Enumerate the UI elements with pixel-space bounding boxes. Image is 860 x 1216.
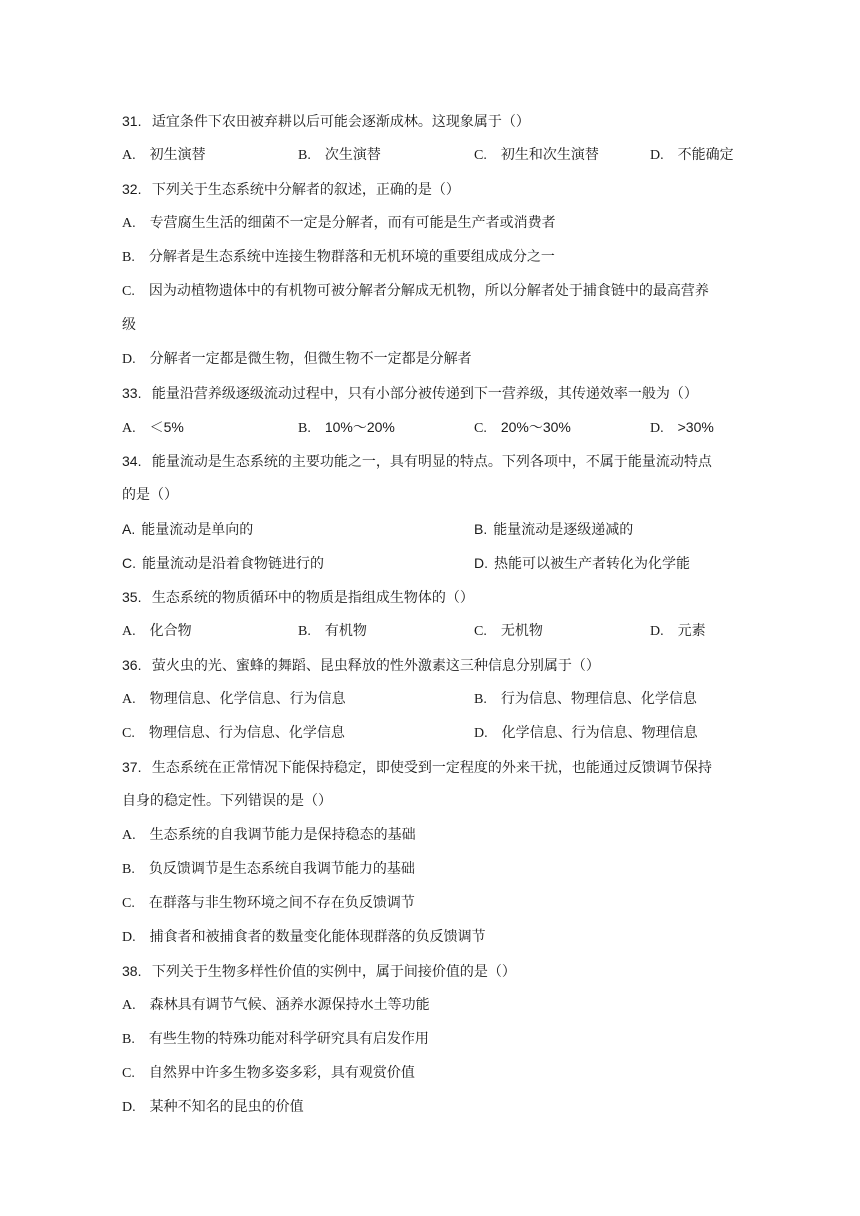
option-text: 物理信息、行为信息、化学信息 — [148, 725, 345, 741]
option-label: C. — [122, 555, 136, 571]
option-text: 有些生物的特殊功能对科学研究具有启发作用 — [148, 1031, 429, 1047]
option-text: 在群落与非生物环境之间不存在负反馈调节 — [148, 895, 415, 911]
question-34-options-row-2 — [122, 553, 762, 573]
question-37-stem — [122, 757, 762, 777]
option-text: 次生演替 — [324, 147, 381, 163]
option-text: 专营腐生生活的细菌不一定是分解者，而有可能是生产者或消费者 — [149, 215, 556, 231]
option-text: 化学信息、行为信息、物理信息 — [501, 725, 698, 741]
option-text: 捕食者和被捕食者的数量变化能体现群落的负反馈调节 — [149, 929, 486, 945]
option-label: A. — [122, 216, 136, 231]
option-c — [474, 145, 599, 166]
option-b — [474, 689, 697, 710]
option-label: A. — [122, 421, 136, 436]
option-text-continuation: 级 — [122, 317, 136, 333]
option-b — [474, 519, 633, 540]
option-b — [298, 417, 395, 439]
question-number: 37. — [122, 759, 142, 775]
option-text: 能量流动是单向的 — [141, 522, 254, 538]
option-label: C. — [474, 421, 487, 436]
option-b — [298, 621, 367, 642]
option-a — [122, 417, 184, 439]
option-label: D. — [650, 148, 664, 163]
question-34-options-row-1 — [122, 519, 762, 539]
option-text: 不能确定 — [677, 147, 734, 163]
option-text: 物理信息、化学信息、行为信息 — [149, 691, 346, 707]
option-text: 能量流动是沿着食物链进行的 — [142, 556, 324, 572]
option-d — [650, 417, 714, 439]
question-38-stem — [122, 961, 762, 981]
option-text: 初生和次生演替 — [500, 147, 599, 163]
option-label: C. — [122, 1066, 135, 1081]
option-label: B. — [298, 624, 311, 639]
option-text: 元素 — [677, 623, 706, 639]
question-number: 33. — [122, 385, 142, 401]
question-36-options-row-1 — [122, 689, 762, 709]
option-label: B. — [298, 421, 311, 436]
question-32-stem — [122, 179, 762, 199]
question-32-option-b — [122, 247, 762, 267]
option-d — [650, 621, 706, 642]
question-38-option-d — [122, 1097, 762, 1117]
question-text: 下列关于生态系统中分解者的叙述，正确的是（） — [151, 182, 460, 198]
question-text: 生态系统在正常情况下能保持稳定，即使受到一定程度的外来干扰，也能通过反馈调节保持 — [151, 760, 712, 776]
option-label: D. — [122, 930, 136, 945]
option-label: C. — [474, 624, 487, 639]
option-label: A. — [122, 624, 136, 639]
option-b — [298, 145, 381, 166]
question-37-option-d — [122, 927, 762, 947]
question-number: 32. — [122, 181, 142, 197]
option-text: 有机物 — [324, 623, 367, 639]
option-c — [122, 723, 345, 744]
option-c — [474, 621, 543, 642]
option-c — [122, 553, 324, 574]
question-32-option-c-continuation — [122, 315, 762, 335]
question-36-stem — [122, 655, 762, 675]
option-label: A. — [122, 521, 136, 537]
option-text: ＜5% — [149, 419, 184, 435]
option-a — [122, 621, 192, 642]
question-text: 下列关于生物多样性价值的实例中，属于间接价值的是（） — [151, 964, 516, 980]
option-label: B. — [122, 1032, 135, 1047]
option-label: D. — [122, 1100, 136, 1115]
option-text: 分解者一定都是微生物，但微生物不一定都是分解者 — [149, 351, 472, 367]
question-38-option-b — [122, 1029, 762, 1049]
option-label: C. — [122, 284, 135, 299]
option-d — [474, 553, 690, 574]
option-label: D. — [474, 726, 488, 741]
question-number: 38. — [122, 963, 142, 979]
option-text: 某种不知名的昆虫的价值 — [149, 1099, 304, 1115]
option-text: 10%～20% — [324, 419, 395, 435]
question-32-option-d — [122, 349, 762, 369]
option-label: B. — [122, 862, 135, 877]
question-text: 萤火虫的光、蜜蜂的舞蹈、昆虫释放的性外激素这三种信息分别属于（） — [151, 658, 600, 674]
question-32-option-a — [122, 213, 762, 233]
option-text: 行为信息、物理信息、化学信息 — [500, 691, 697, 707]
question-number: 35. — [122, 589, 142, 605]
option-label: D. — [122, 352, 136, 367]
question-34-stem-continuation — [122, 485, 762, 505]
option-label: C. — [474, 148, 487, 163]
question-33-options — [122, 417, 762, 437]
question-number: 31. — [122, 113, 142, 129]
question-text: 的是（） — [122, 487, 178, 503]
option-text: 分解者是生态系统中连接生物群落和无机环境的重要组成成分之一 — [148, 249, 555, 265]
option-label: A. — [122, 692, 136, 707]
question-31-options — [122, 145, 762, 165]
question-38-option-a — [122, 995, 762, 1015]
option-text: 初生演替 — [149, 147, 206, 163]
option-label: B. — [474, 692, 487, 707]
question-35-stem — [122, 587, 762, 607]
question-text: 适宜条件下农田被弃耕以后可能会逐渐成林。这现象属于（） — [151, 114, 530, 130]
option-a — [122, 519, 253, 540]
option-label: C. — [122, 726, 135, 741]
option-label: A. — [122, 148, 136, 163]
question-36-options-row-2 — [122, 723, 762, 743]
question-number: 36. — [122, 657, 142, 673]
option-label: B. — [122, 250, 135, 265]
option-label: B. — [474, 521, 488, 537]
option-label: B. — [298, 148, 311, 163]
option-d — [474, 723, 698, 744]
option-text: 负反馈调节是生态系统自我调节能力的基础 — [148, 861, 415, 877]
option-text: 20%～30% — [500, 419, 571, 435]
question-text: 能量沿营养级逐级流动过程中，只有小部分被传递到下一营养级，其传递效率一般为（） — [151, 386, 698, 402]
option-a — [122, 145, 206, 166]
question-text: 自身的稳定性。下列错误的是（） — [122, 793, 332, 809]
option-d — [650, 145, 734, 166]
option-text: 因为动植物遗体中的有机物可被分解者分解成无机物，所以分解者处于捕食链中的最高营养 — [148, 283, 709, 299]
question-31-stem — [122, 111, 762, 131]
question-text: 能量流动是生态系统的主要功能之一，具有明显的特点。下列各项中，不属于能量流动特点 — [151, 454, 712, 470]
option-text: 能量流动是逐级递减的 — [493, 522, 634, 538]
option-text: 化合物 — [149, 623, 192, 639]
option-text: 自然界中许多生物多姿多彩，具有观赏价值 — [148, 1065, 415, 1081]
question-33-stem — [122, 383, 762, 403]
question-35-options — [122, 621, 762, 641]
option-label: D. — [474, 555, 488, 571]
option-label: D. — [650, 421, 664, 436]
question-38-option-c — [122, 1063, 762, 1083]
option-a — [122, 689, 346, 710]
option-c — [474, 417, 571, 439]
option-label: A. — [122, 828, 136, 843]
question-number: 34. — [122, 453, 142, 469]
question-34-stem — [122, 451, 762, 471]
question-text: 生态系统的物质循环中的物质是指组成生物体的（） — [151, 590, 474, 606]
option-text: 无机物 — [500, 623, 543, 639]
option-label: A. — [122, 998, 136, 1013]
option-text: >30% — [677, 419, 714, 435]
option-text: 森林具有调节气候、涵养水源保持水土等功能 — [149, 997, 430, 1013]
option-text: 生态系统的自我调节能力是保持稳态的基础 — [149, 827, 416, 843]
question-37-stem-continuation — [122, 791, 762, 811]
question-32-option-c — [122, 281, 762, 301]
option-label: D. — [650, 624, 664, 639]
option-label: C. — [122, 896, 135, 911]
question-37-option-c — [122, 893, 762, 913]
question-37-option-a — [122, 825, 762, 845]
option-text: 热能可以被生产者转化为化学能 — [494, 556, 690, 572]
question-37-option-b — [122, 859, 762, 879]
